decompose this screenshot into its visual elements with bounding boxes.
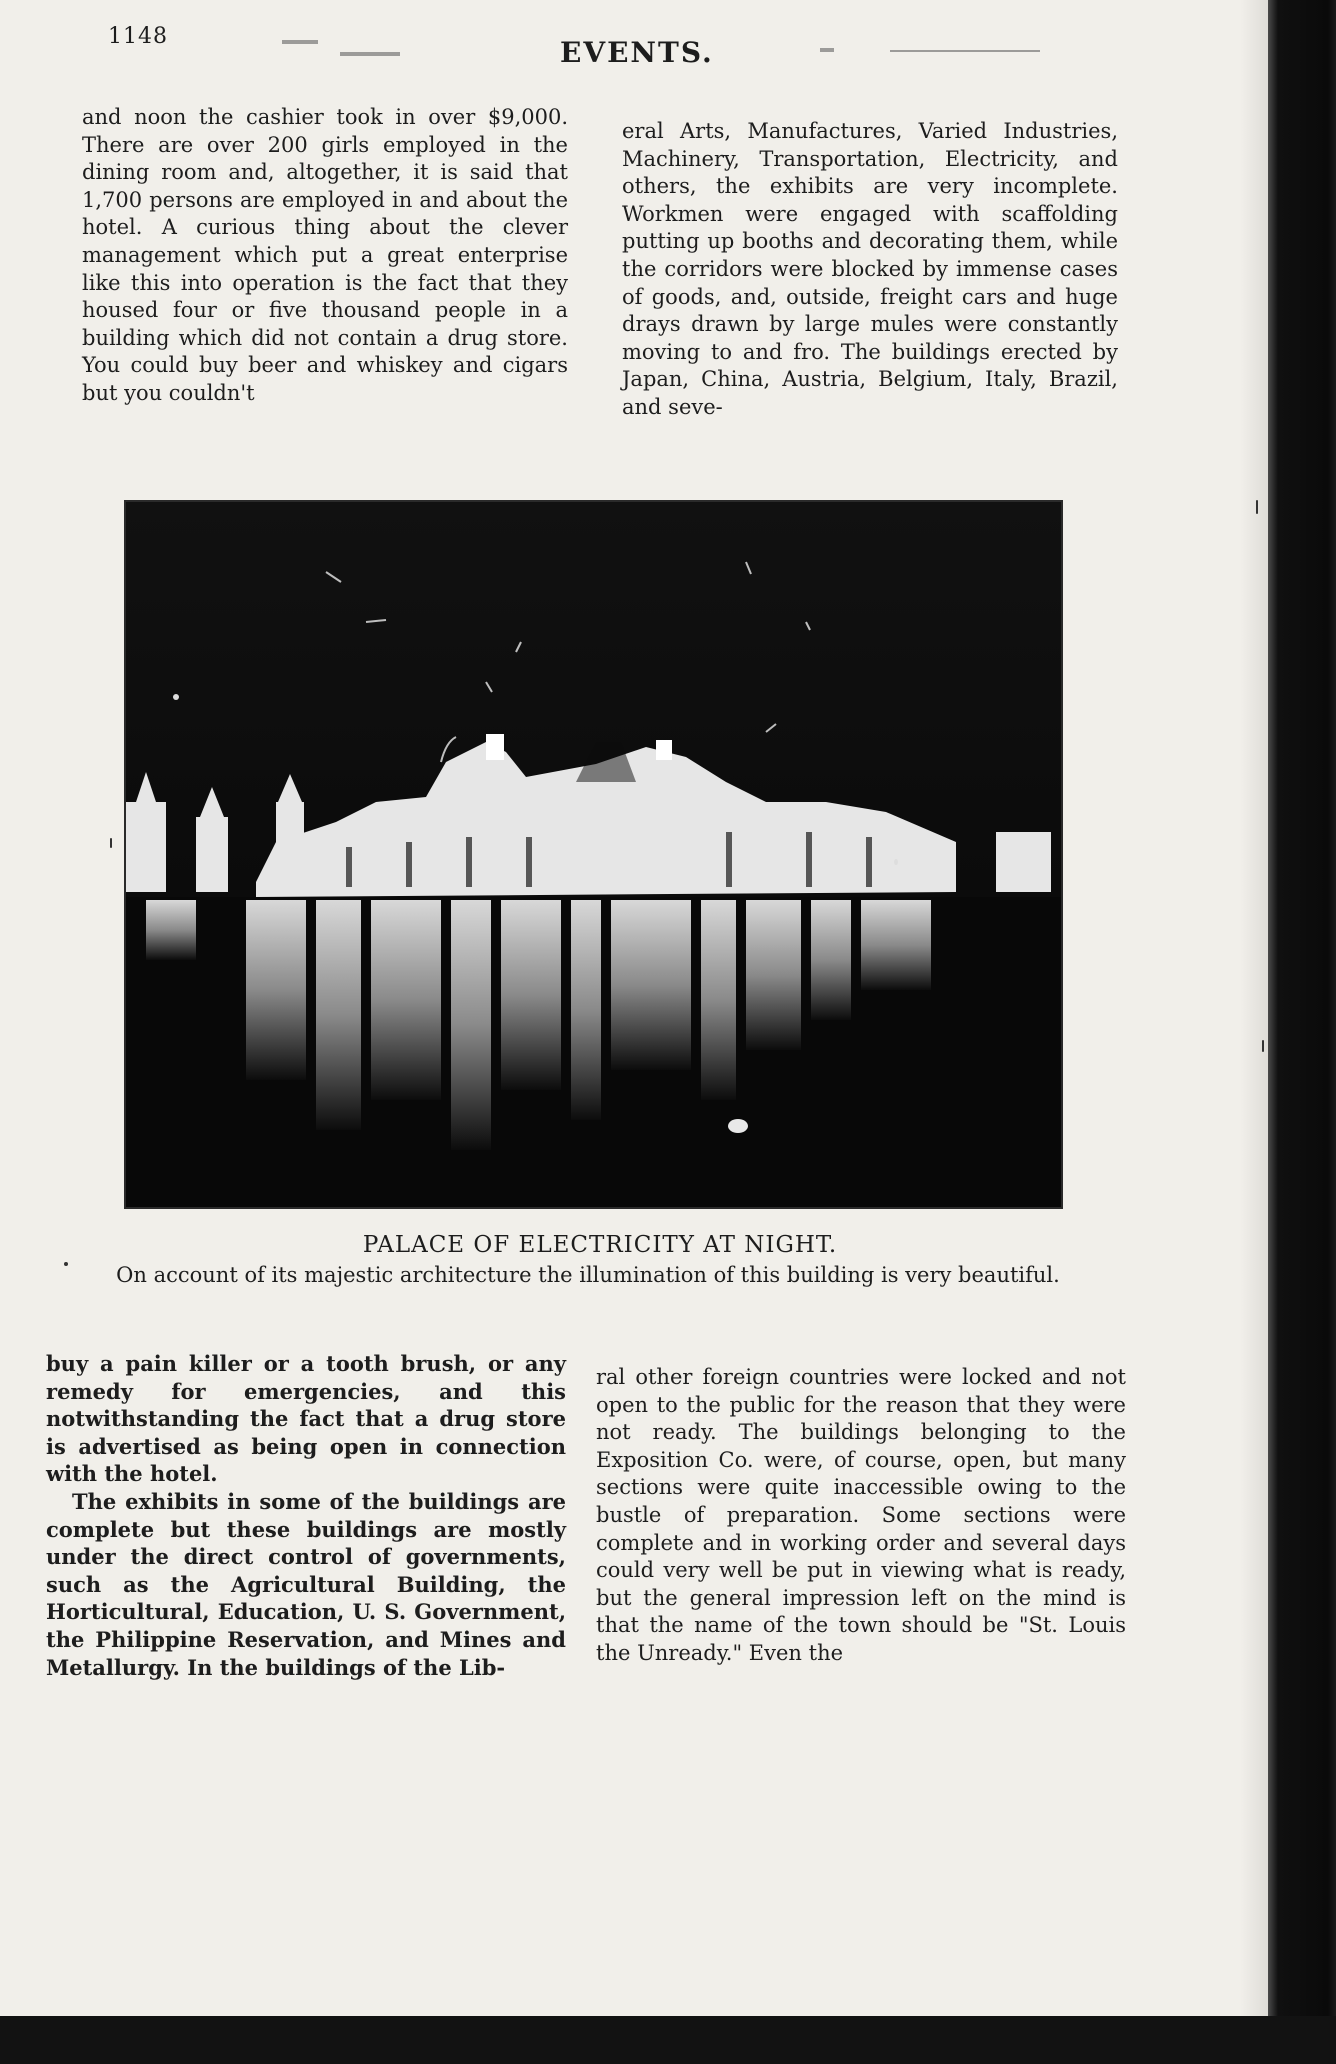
column-bottom-right (596, 1364, 1126, 1668)
scan-speck (64, 1262, 68, 1266)
scan-speck (1256, 500, 1258, 514)
palace-of-electricity-photo (126, 502, 1061, 1207)
running-head: EVENTS. (560, 36, 714, 69)
column-bottom-left (46, 1350, 566, 1681)
paragraph: buy a pain killer or a tooth brush, or any remedy for emergencies, and this notwithstanding the fact that a drug store is advertised as being open in connection with the hotel. (46, 1351, 566, 1487)
scan-bottom-band (0, 2016, 1336, 2064)
paragraph: The exhibits in some of the buildings are complete but these buildings are mostly under the direct control of governments, such as the Agricultural Building, the Horticultural, Education, U. S. Government, the Philippine Reservation, and Mines and Metallurgy. In the buildings of the Lib- (46, 1488, 566, 1680)
paragraph: ral other foreign countries were locked and not open to the public for the reason that they were not ready. The buildings belonging to the Exposition Co. were, of course, open, but many sections were quite inaccessible owing to the bustle of preparation. Some sections were complete and in working order and several days could very well be put in viewing what is ready, but the general impression left on the mind is that the name of the town should be "St. Louis the Unready." Even the (596, 1365, 1126, 1665)
figure-title: PALACE OF ELECTRICITY AT NIGHT. (362, 1232, 838, 1258)
figure-caption: On account of its majestic architecture the illumination of this building is very beautiful. (116, 1263, 1060, 1287)
paragraph: and noon the cashier took in over $9,000. There are over 200 girls employed in the dining room and, altogether, it is said that 1,700 persons are employed in and about the hotel. A curious thing about the clever management which put a great enterprise like this into operation is the fact that they housed four or five thousand people in a building which did not contain a drug store. You could buy beer and whiskey and cigars but you couldn't (82, 105, 568, 405)
page-number: 1148 (108, 24, 168, 49)
scan-smudge (282, 40, 318, 44)
binding-shadow (1240, 0, 1268, 2064)
scan-smudge (340, 52, 400, 56)
column-top-right (622, 118, 1118, 422)
scan-speck (1262, 1040, 1264, 1052)
scan-smudge (890, 50, 1040, 52)
scan-speck (110, 838, 112, 848)
night-photo-drawing (126, 502, 1061, 1207)
scan-smudge (820, 48, 834, 52)
page-binding-edge (1268, 0, 1336, 2064)
column-top-left (82, 104, 568, 408)
paragraph: eral Arts, Manufactures, Varied Industries, Machinery, Transportation, Electricity, and others, the exhibits are very incomplete. Workmen were engaged with scaffolding putting up booths and decorating them, while the corridors were blocked by immense cases of goods, and, outside, freight cars and huge drays drawn by large mules were constantly moving to and fro. The buildings erected by Japan, China, Austria, Belgium, Italy, Brazil, and seve- (622, 119, 1118, 419)
